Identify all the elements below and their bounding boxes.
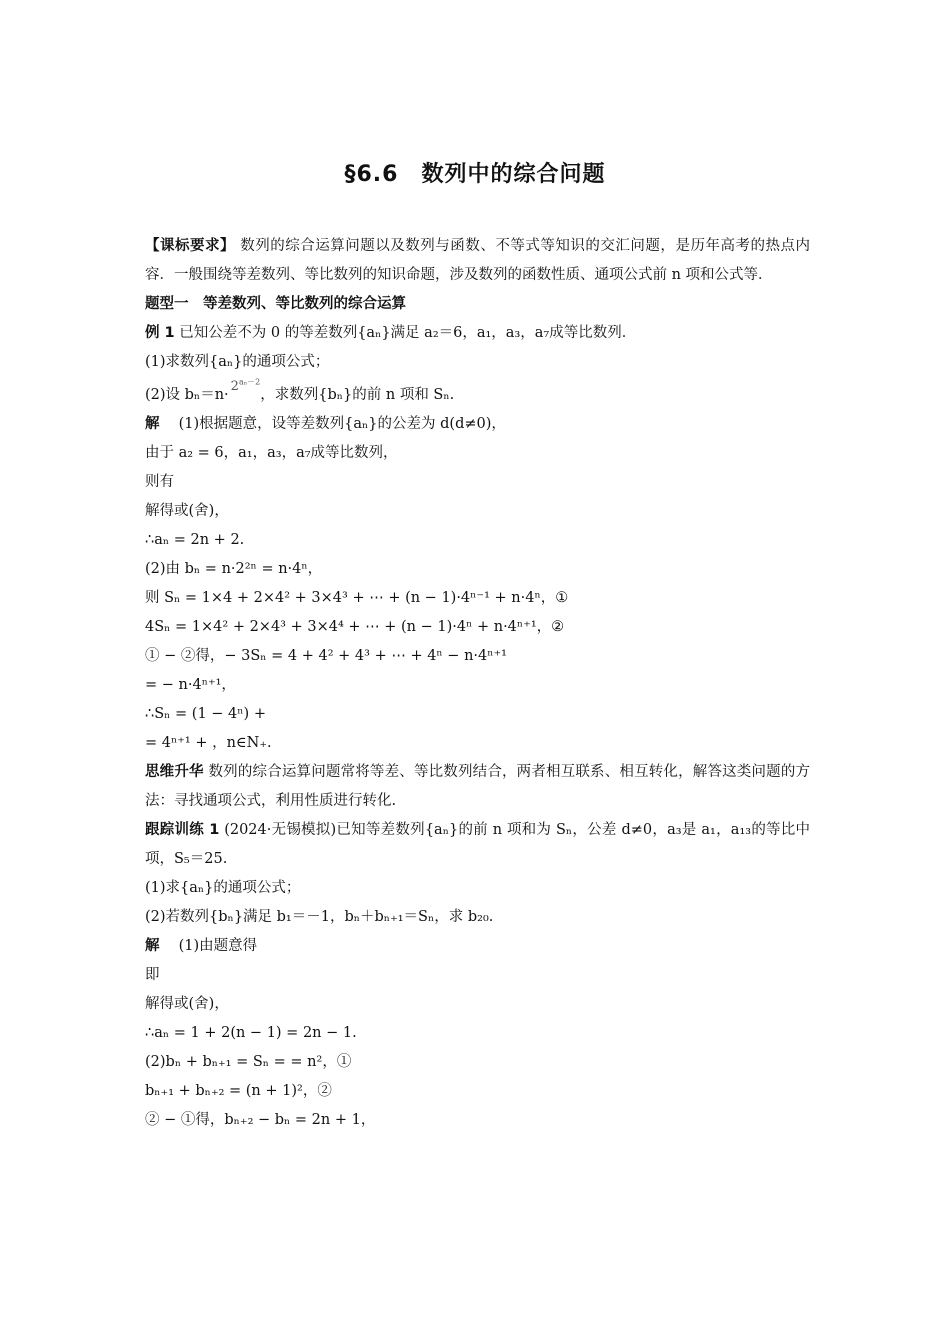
solution-line: ① − ②得，− 3Sₙ = 4 + 4² + 4³ + ⋯ + 4ⁿ − n·4ⁿ⁺¹ [145, 648, 507, 664]
solution-line: 解得或(舍)， [145, 503, 229, 519]
example-label: 例 1 [145, 325, 175, 341]
practice-solution-text: (1)由题意得 [178, 938, 258, 954]
q2-power [231, 379, 261, 394]
solution-line: 由于 a₂ = 6，a₁，a₃，a₇成等比数列， [145, 445, 398, 461]
section-heading: 题型一 等差数列、等比数列的综合运算 [145, 296, 406, 312]
practice-question-1: (1)求{aₙ}的通项公式； [145, 880, 301, 896]
q2-suffix: ，求数列{bₙ}的前 n 项和 Sₙ. [260, 387, 455, 403]
practice-solution-line: bₙ₊₁ + bₙ₊₂ = (n + 1)²，② [145, 1083, 332, 1099]
example-question-1: (1)求数列{aₙ}的通项公式； [145, 354, 330, 370]
practice-solution-line: 即 [145, 967, 160, 983]
practice-text: (2024·无锡模拟)已知等差数列{aₙ}的前 n 项和为 Sₙ，公差 d≠0，a₃是 a₁，a₁₃的等比中项，S₅＝25. [145, 822, 811, 867]
q2-prefix: (2)设 bₙ＝n· [145, 387, 229, 403]
practice-solution-line [145, 932, 810, 961]
example-question-2 [145, 377, 810, 410]
solution-text: (1)根据题意，设等差数列{aₙ}的公差为 d(d≠0)， [178, 416, 506, 432]
thinking-label: 思维升华 [145, 764, 204, 780]
solution-line: = 4ⁿ⁺¹ + ，n∈N₊. [145, 735, 272, 751]
solution-line [145, 410, 810, 439]
q2-power-exp: aₙ－2 [238, 377, 261, 387]
requirement-text: 数列的综合运算问题以及数列与函数、不等式等知识的交汇问题，是历年高考的热点内容．一般围绕等差数列、等比数列的知识命题，涉及数列的函数性质、通项公式前 n 项和公式等． [145, 238, 811, 283]
solution-line: 则 Sₙ = 1×4 + 2×4² + 3×4³ + ⋯ + (n − 1)·4ⁿ⁻¹ + n·4ⁿ，① [145, 590, 569, 606]
q2-power-base: 2 [230, 379, 239, 394]
practice-solution-line: ∴aₙ = 1 + 2(n − 1) = 2n − 1. [145, 1025, 357, 1041]
solution-label: 解 [145, 416, 160, 432]
content-body [145, 232, 810, 1135]
solution-line: ∴aₙ = 2n + 2. [145, 532, 245, 548]
thinking-summary [145, 758, 810, 816]
page-title: §6.6 数列中的综合问题 [344, 162, 606, 187]
solution-line: 4Sₙ = 1×4² + 2×4³ + 3×4⁴ + ⋯ + (n − 1)·4ⁿ + n·4ⁿ⁺¹，② [145, 619, 565, 635]
example-text: 已知公差不为 0 的等差数列{aₙ}满足 a₂＝6，a₁，a₃，a₇成等比数列． [179, 325, 637, 341]
requirement-label: 【课标要求】 [145, 238, 236, 254]
solution-line: = − n·4ⁿ⁺¹， [145, 677, 236, 693]
practice-solution-label: 解 [145, 938, 160, 954]
practice-statement [145, 816, 810, 874]
thinking-text: 数列的综合运算问题常将等差、等比数列结合，两者相互联系、相互转化，解答这类问题的方法：寻找通项公式，利用性质进行转化. [145, 764, 811, 809]
example-statement [145, 319, 810, 348]
practice-solution-line: ② − ①得，bₙ₊₂ − bₙ = 2n + 1， [145, 1112, 376, 1128]
solution-line: ∴Sₙ = (1 − 4ⁿ) + [145, 706, 266, 722]
practice-solution-line: 解得或(舍)， [145, 996, 229, 1012]
solution-line: 则有 [145, 474, 174, 490]
practice-solution-line: (2)bₙ + bₙ₊₁ = Sₙ = = n²，① [145, 1054, 352, 1070]
practice-label: 跟踪训练 1 [145, 822, 220, 838]
solution-line: (2)由 bₙ = n·2²ⁿ = n·4ⁿ， [145, 561, 323, 577]
course-requirement [145, 232, 810, 290]
practice-question-2: (2)若数列{bₙ}满足 b₁＝－1，bₙ＋bₙ₊₁＝Sₙ，求 b₂₀. [145, 909, 494, 925]
